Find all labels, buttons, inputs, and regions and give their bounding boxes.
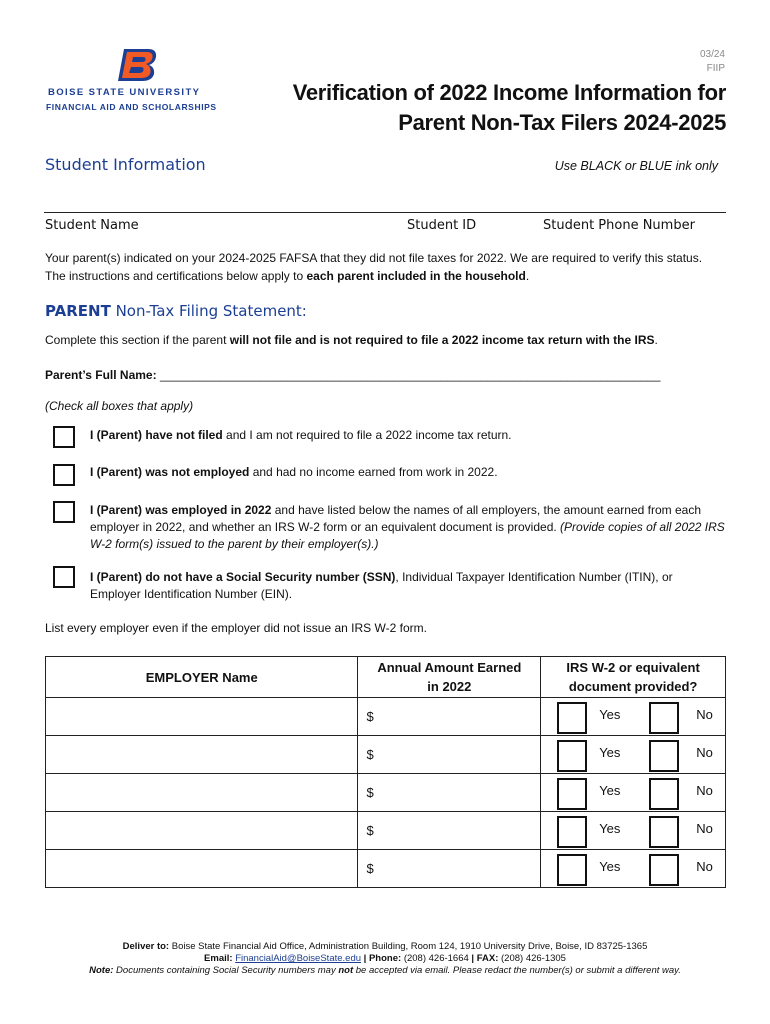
parent-section-heading: PARENT Non-Tax Filing Statement: [45,302,307,320]
w2-yes-checkbox[interactable] [557,854,587,886]
amount-header: Annual Amount Earned in 2022 [358,657,541,698]
intro-paragraph: Your parent(s) indicated on your 2024-2025 FAFSA that they did not file taxes for 2022. We are required to verify this status. The instructions and certifications below apply to each parent included in the household. [45,251,703,283]
employer-table [45,656,726,888]
table-row [46,774,726,812]
dollar-sign: $ [366,709,374,724]
university-name: BOISE STATE UNIVERSITY [48,87,201,98]
student-fields-line[interactable] [44,212,726,213]
amount-cell[interactable] [358,698,541,736]
w2-no-checkbox[interactable] [649,778,679,810]
no-label: No [696,859,713,874]
employer-name-cell[interactable] [46,812,358,850]
w2-cell [541,736,726,774]
checkbox-no-ssn[interactable] [53,566,75,588]
no-label: No [696,745,713,760]
option-not-employed: I (Parent) was not employed and had no income earned from work in 2022. [90,465,498,479]
w2-yes-checkbox[interactable] [557,778,587,810]
w2-no-checkbox[interactable] [649,740,679,772]
table-row [46,698,726,736]
yes-label: Yes [599,859,621,874]
w2-cell [541,698,726,736]
deliver-to-line: Deliver to: Boise State Financial Aid Office, Administration Building, Room 124, 1910 University Drive, Boise, ID 83725-1365 [122,941,648,952]
student-name-label: Student Name [45,218,139,233]
w2-yes-checkbox[interactable] [557,702,587,734]
employer-name-header: EMPLOYER Name [46,657,358,698]
w2-yes-checkbox[interactable] [557,740,587,772]
table-row [46,850,726,888]
form-title-line1: Verification of 2022 Income Information for [292,80,726,105]
complete-instruction: Complete this section if the parent will not file and is not required to file a 2022 income tax return with the IRS. [45,333,658,347]
email-link[interactable]: FinancialAid@BoiseState.edu [235,953,362,964]
student-phone-label: Student Phone Number [543,218,695,233]
contact-line: Email: FinancialAid@BoiseState.edu | Phone: (208) 426-1664 | FAX: (208) 426-1305 [204,953,566,964]
ink-note: Use BLACK or BLUE ink only [554,159,718,173]
no-label: No [696,707,713,722]
dollar-sign: $ [366,747,374,762]
option-not-filed: I (Parent) have not filed and I am not required to file a 2022 income tax return. [90,428,512,442]
student-info-heading: Student Information [45,155,206,174]
form-title-line2: Parent Non-Tax Filers 2024-2025 [398,110,726,135]
form-id-code: FIIP [706,63,725,74]
parent-full-name-field[interactable]: Parent’s Full Name: ___________________________________________________________________________ [45,368,661,382]
yes-label: Yes [599,783,621,798]
w2-no-checkbox[interactable] [649,816,679,848]
table-header-row [46,657,726,698]
yes-label: Yes [599,745,621,760]
dollar-sign: $ [366,823,374,838]
table-row [46,812,726,850]
employer-name-cell[interactable] [46,774,358,812]
no-label: No [696,821,713,836]
dollar-sign: $ [366,785,374,800]
student-id-label: Student ID [407,218,477,233]
checkbox-not-filed[interactable] [53,426,75,448]
list-every-employer-note: List every employer even if the employer did not issue an IRS W-2 form. [45,621,427,635]
yes-label: Yes [599,707,621,722]
checkbox-was-employed[interactable] [53,501,75,523]
amount-cell[interactable] [358,850,541,888]
table-row [46,736,726,774]
checkbox-not-employed[interactable] [53,464,75,486]
dollar-sign: $ [366,861,374,876]
w2-cell [541,850,726,888]
w2-no-checkbox[interactable] [649,702,679,734]
employer-name-cell[interactable] [46,698,358,736]
amount-cell[interactable] [358,774,541,812]
employer-name-cell[interactable] [46,736,358,774]
option-no-ssn: I (Parent) do not have a Social Security number (SSN), Individual Taxpayer Identification Number (ITIN), or Employer Identification Number (EIN). [90,570,673,601]
yes-label: Yes [599,821,621,836]
note-line: Note: Documents containing Social Security numbers may not be accepted via email. Please redact the number(s) or submit a different way. [89,965,681,976]
no-label: No [696,783,713,798]
boise-state-logo [118,48,158,82]
w2-yes-checkbox[interactable] [557,816,587,848]
option-was-employed: I (Parent) was employed in 2022 and have listed below the names of all employers, the amount earned from each employer in 2022, and whether an IRS W-2 form or an equivalent document is provided. (Provide copies of all 2022 IRS W-2 form(s) issued to the parent by their employer(s).) [90,503,725,551]
form-date-code: 03/24 [699,49,725,60]
w2-cell [541,812,726,850]
department-name: FINANCIAL AID AND SCHOLARSHIPS [46,102,217,112]
amount-cell[interactable] [358,736,541,774]
w2-no-checkbox[interactable] [649,854,679,886]
w2-cell [541,774,726,812]
w2-header: IRS W-2 or equivalent document provided? [541,657,726,698]
check-all-note: (Check all boxes that apply) [45,399,194,413]
amount-cell[interactable] [358,812,541,850]
employer-name-cell[interactable] [46,850,358,888]
